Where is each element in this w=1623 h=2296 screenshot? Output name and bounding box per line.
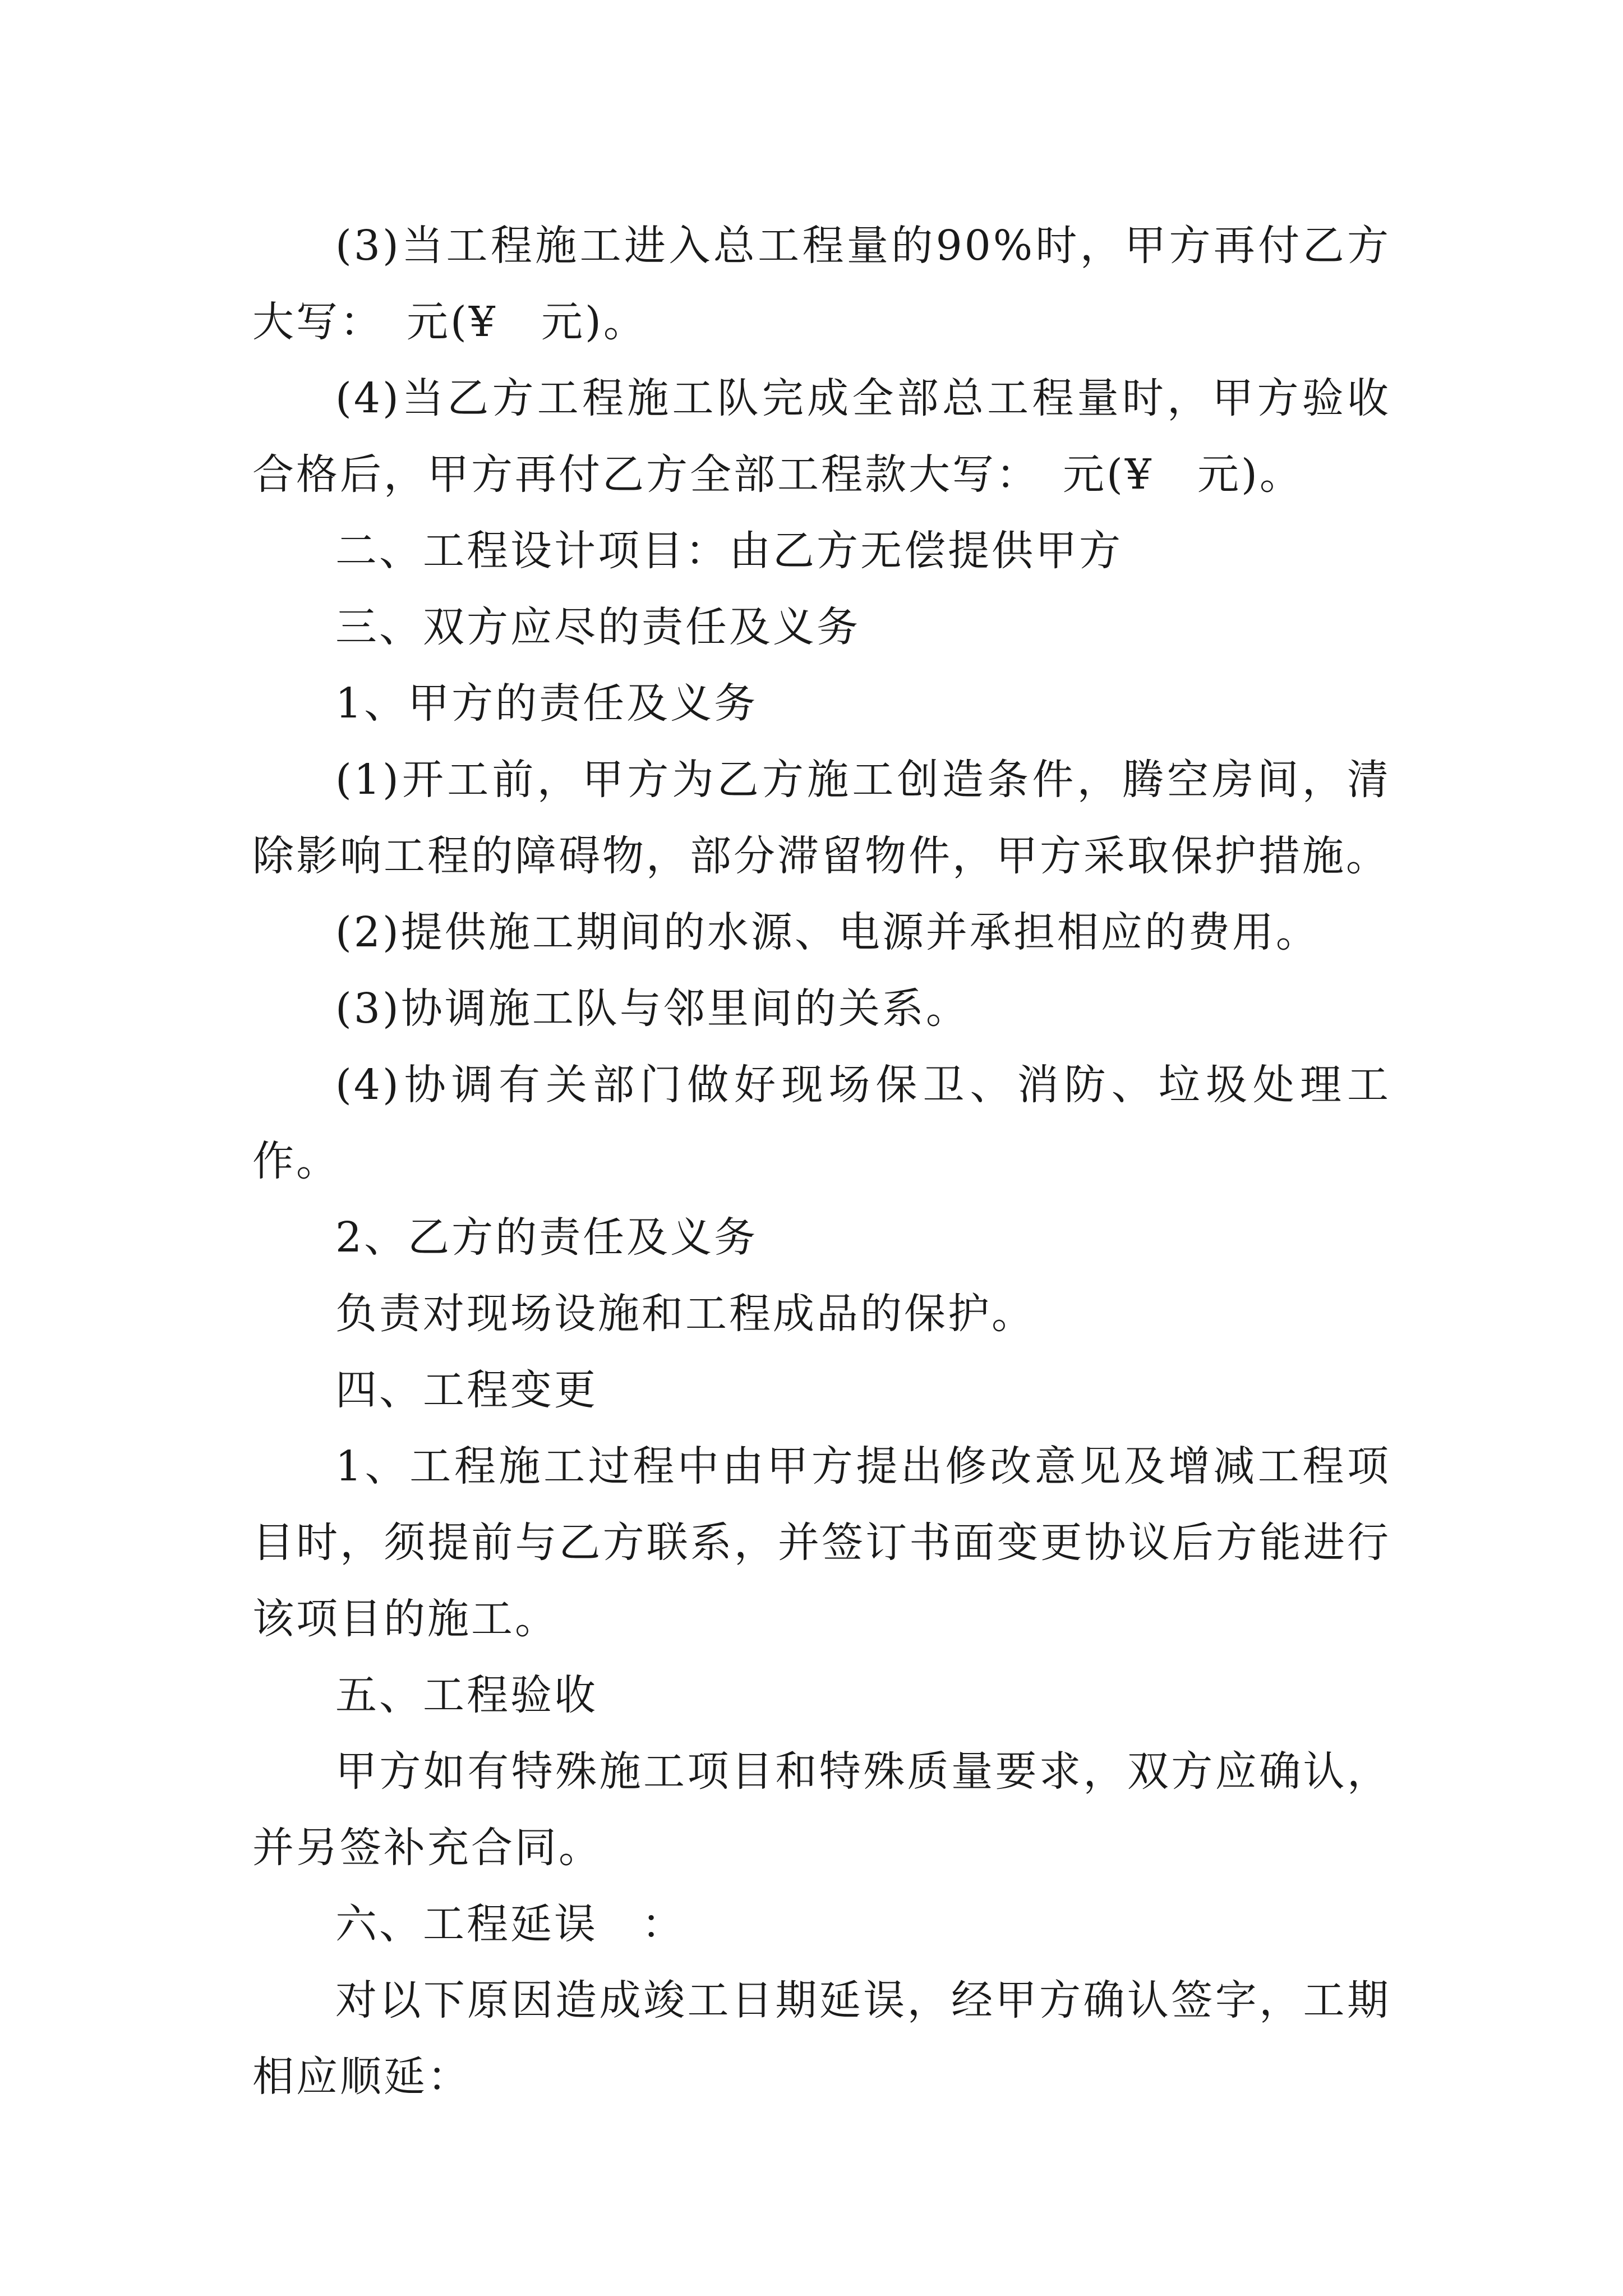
section-heading-delay: 六、工程延误 ： [335, 1900, 685, 1948]
section-heading-design: 二、工程设计项目：由乙方无偿提供甲方 [335, 527, 1123, 575]
paragraph-party-b: 负责对现场设施和工程成品的保护。 [335, 1290, 1035, 1338]
paragraph-party-a-item-4: (4)协调有关部门做好现场保卫、消防、垃圾处理工作。 [252, 1061, 1391, 1185]
section-heading-responsibilities: 三、双方应尽的责任及义务 [335, 603, 860, 651]
subsection-heading-party-a: 1、甲方的责任及义务 [335, 679, 758, 728]
paragraph-payment-4: (4)当乙方工程施工队完成全部总工程量时，甲方验收合格后，甲方再付乙方全部工程款大写： 元(¥ 元)。 [252, 374, 1391, 499]
paragraph-party-a-item-3: (3)协调施工队与邻里间的关系。 [335, 984, 970, 1033]
paragraph-payment-3: (3)当工程施工进入总工程量的90%时，甲方再付乙方大写： 元(¥ 元)。 [252, 222, 1391, 346]
paragraph-party-a-item-2: (2)提供施工期间的水源、电源并承担相应的费用。 [335, 908, 1320, 956]
paragraph-acceptance: 甲方如有特殊施工项目和特殊质量要求，双方应确认，并另签补充合同。 [252, 1747, 1391, 1872]
paragraph-changes-item-1: 1、工程施工过程中由甲方提出修改意见及增减工程项目时，须提前与乙方联系，并签订书面变更协议后方能进行该项目的施工。 [252, 1442, 1391, 1643]
document-body [252, 208, 1391, 2115]
paragraph-party-a-item-1: (1)开工前，甲方为乙方施工创造条件，腾空房间，清除影响工程的障碍物，部分滞留物件，甲方采取保护措施。 [252, 756, 1391, 880]
section-heading-changes: 四、工程变更 [335, 1366, 598, 1414]
paragraph-delay: 对以下原因造成竣工日期延误，经甲方确认签字，工期相应顺延： [252, 1976, 1391, 2101]
subsection-heading-party-b: 2、乙方的责任及义务 [335, 1213, 758, 1262]
section-heading-acceptance: 五、工程验收 [335, 1671, 598, 1719]
